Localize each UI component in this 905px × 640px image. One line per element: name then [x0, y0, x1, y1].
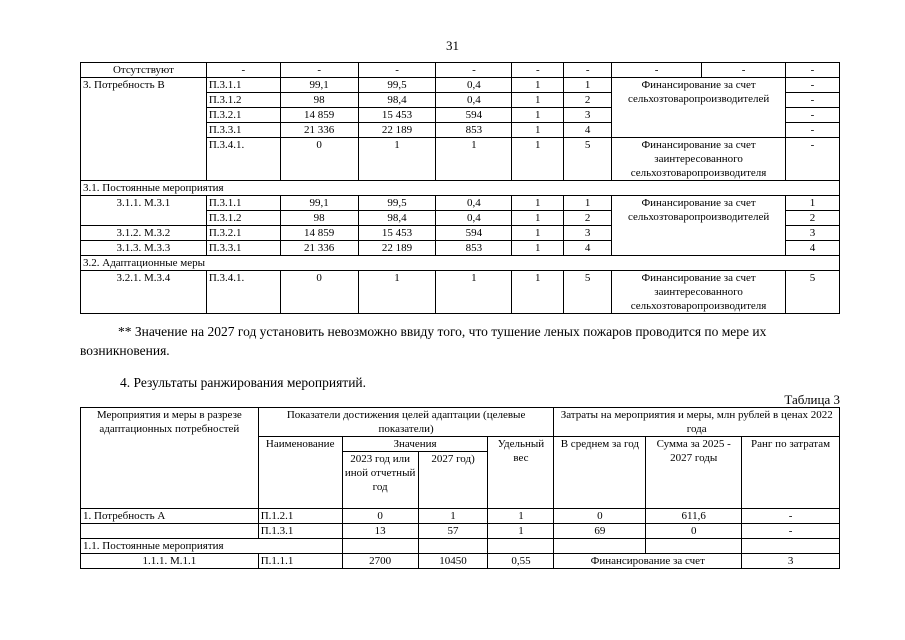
table-row: П.3.1.2 98 98,4 0,4 1 2 -	[81, 93, 840, 108]
header-indicators: Показатели достижения целей адаптации (целевые показатели)	[258, 408, 554, 437]
measure-label: 3.1.2. М.3.2	[81, 226, 207, 241]
section-row	[81, 181, 840, 196]
table-row: П.3.4.1. 0 1 1 1 5 Финансирование за счет заинтересованного сельхозтоваропроизводителя -	[81, 138, 840, 181]
section-label: 1.1. Постоянные мероприятия	[81, 539, 343, 554]
measure-label: 3.1.3. М.3.3	[81, 241, 207, 256]
header-2023: 2023 год или иной отчетный год	[342, 452, 418, 509]
financing-cell: Финансирование за счет сельхозтоваропроизводителей	[612, 78, 786, 138]
table-row: 3. Потребность В П.3.1.1 99,1 99,5 0,4 1 1 Финансирование за счет сельхозтоваропроизводителей -	[81, 78, 840, 93]
section-heading: 4. Результаты ранжирования мероприятий.	[120, 375, 367, 390]
table-row: 3.1.3. М.3.3 П.3.3.1 21 336 22 189 853 1 4 4	[81, 241, 840, 256]
financing-cell: Финансирование за счет заинтересованного сельхозтоваропроизводителя	[612, 138, 786, 181]
section-row	[81, 256, 840, 271]
table-row: 1. Потребность А П.1.2.1 0 1 1 0 611,6 -	[81, 509, 840, 524]
table-row: П.3.3.1 21 336 22 189 853 1 4 -	[81, 123, 840, 138]
section-label: 3.2. Адаптационные меры	[81, 256, 840, 271]
table-row: 1.1.1. М.1.1 П.1.1.1 2700 10450 0,55 Финансирование за счет 3	[81, 554, 840, 569]
header-values: Значения	[342, 437, 488, 452]
header-costs: Затраты на мероприятия и меры, млн рублей в ценах 2022 года	[554, 408, 840, 437]
table-row: 3.1.1. М.3.1 П.3.1.1 99,1 99,5 0,4 1 1 Финансирование за счет сельхозтоваропроизводителей 1	[81, 196, 840, 211]
page-number: 31	[446, 38, 459, 53]
table-row: 3.1.2. М.3.2 П.3.2.1 14 859 15 453 594 1 3 3	[81, 226, 840, 241]
footnote: ** Значение на 2027 год установить невозможно ввиду того, что тушение леных пожаров проводится по мере их возникновения.	[80, 324, 767, 358]
row-label	[81, 524, 259, 539]
header-measures: Мероприятия и меры в разрезе адаптационных потребностей	[81, 408, 259, 509]
table-row: П.3.2.1 14 859 15 453 594 1 3 -	[81, 108, 840, 123]
section-row	[81, 539, 840, 554]
header-name: Наименование	[258, 437, 342, 509]
header-rank: Ранг по затратам	[742, 437, 840, 509]
section-label: 3.1. Постоянные мероприятия	[81, 181, 840, 196]
table-row: Отсутствуют - - - - - - - - -	[81, 63, 840, 78]
header-row	[81, 408, 840, 437]
need-label: 3. Потребность В	[81, 78, 207, 181]
header-weight: Удельный вес	[488, 437, 554, 509]
row-label: Отсутствуют	[81, 63, 207, 78]
financing-cell: Финансирование за счет сельхозтоваропроизводителей	[612, 196, 786, 256]
row-label: 1.1.1. М.1.1	[81, 554, 259, 569]
financing-cell: Финансирование за счет заинтересованного сельхозтоваропроизводителя	[612, 271, 786, 314]
rating-table-continued	[80, 62, 840, 314]
measure-label: 3.2.1. М.3.4	[81, 271, 207, 314]
ranking-results-table	[80, 407, 840, 569]
table-row: П.1.3.1 13 57 1 69 0 -	[81, 524, 840, 539]
header-sum: Сумма за 2025 - 2027 годы	[646, 437, 742, 509]
header-2027: 2027 год)	[418, 452, 488, 509]
financing-cell: Финансирование за счет	[554, 554, 742, 569]
header-avg: В среднем за год	[554, 437, 646, 509]
table-caption: Таблица 3	[784, 392, 840, 407]
table-row: 3.2.1. М.3.4 П.3.4.1. 0 1 1 1 5 Финансирование за счет заинтересованного сельхозтоваропроизводителя 5	[81, 271, 840, 314]
measure-label: 3.1.1. М.3.1	[81, 196, 207, 226]
table-row: П.3.1.2 98 98,4 0,4 1 2 2	[81, 211, 840, 226]
row-label: 1. Потребность А	[81, 509, 259, 524]
